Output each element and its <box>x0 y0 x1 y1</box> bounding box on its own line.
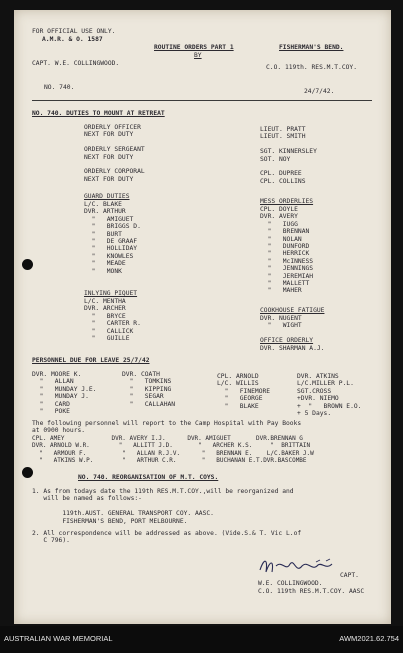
inlying-piquet-title: INLYING PIQUET <box>84 290 138 297</box>
duties-names: LIEUT. PRATT LIEUT. SMITH SGT. KINNERSLEY SOT. NOY CPL. DUPREE CPL. COLLINS <box>260 126 317 185</box>
reorganisation-paragraph-1: 1. As from todays date the 119th RES.M.T.COY.,will be reorganized and will be named as follows:- 119th.AUST. GENERAL TRANSPORT COY. AASC. FISHERMAN'S BEND, PORT MELBOURNE. <box>32 488 294 525</box>
leave-column-1: DVR. MOORE K. " ALLAN " MUNDAY J.E. " MUNDAY J. " CARD " POKE <box>32 371 97 416</box>
office-orderly-list: DVR. SHARMAN A.J. <box>260 345 325 352</box>
leave-title: PERSONNEL DUE FOR LEAVE 25/7/42 <box>32 357 150 364</box>
leave-column-3: CPL. ARNOLD L/C. WILLIS " FINEMORE " GEORGE " BLAKE <box>217 373 271 410</box>
reorganisation-heading: NO. 740. REORGANISATION OF M.T. COYS. <box>78 474 219 481</box>
guard-duties-list: L/C. BLAKE DVR. ARTHUR " AMIGUET " BRIGGS D. " BURT " DE GRAAF " HOLLIDAY " KNOWLES " MEADE " MONK <box>84 201 141 275</box>
punch-hole-bottom <box>22 467 33 478</box>
order-date: 24/7/42. <box>304 88 335 95</box>
archive-footer <box>0 626 403 653</box>
guard-duties-title: GUARD DUTIES <box>84 193 130 200</box>
punch-hole-top <box>22 259 33 270</box>
leave-column-4: DVR. ATKINS L/C.MILLER P.L. SGT.CROSS +DVR. NIEMO + " BROWN E.O. + 5 Days. <box>297 373 362 418</box>
cookhouse-fatigue-title: COOKHOUSE FATIGUE <box>260 307 325 314</box>
archive-name: AUSTRALIAN WAR MEMORIAL <box>4 634 113 643</box>
office-orderly-title: OFFICE ORDERLY <box>260 337 314 344</box>
leave-column-2: DVR. COATH " TOMKINS " KIPPING " SEGAR " CALLAHAN <box>122 371 176 408</box>
captain-name: CAPT. W.E. COLLINGWOOD. <box>32 60 120 67</box>
signature-name: W.E. COLLINGWOOD. <box>258 580 323 587</box>
handwritten-signature <box>256 556 348 578</box>
archive-reference: AWM2021.62.754 <box>339 634 399 643</box>
divider <box>32 100 372 101</box>
official-use-text: FOR OFFICIAL USE ONLY. <box>32 28 116 35</box>
routine-orders-title: ROUTINE ORDERS PART 1 <box>154 44 234 51</box>
hospital-roster: CPL. AMEY DVR. AVERY I.J. DVR. AMIGUET DVR.BRENNAN G DVR. ARNOLD W.R. " ALLITT J.D. " ARCHER K.S. " BRITTAIN " ARMOUR F. " ALLAN R.J.V. " BRENNAN E. L/C.BAKER J.W " ATKINS W.P. " ARTHUR C.R. " BUCHANAN E.T.DVR.BASCOMBE <box>32 435 314 465</box>
reorganisation-paragraph-2: 2. All correspondence will be addressed as above. (Vide.S.& T. Vic L.of C 796). <box>32 530 302 545</box>
duties-heading: NO. 740. DUTIES TO MOUNT AT RETREAT <box>32 110 165 117</box>
inlying-piquet-list: L/C. MENTHA DVR. ARCHER " BRYCE " CARTER R. " CALLICK " GUILLE <box>84 298 141 343</box>
location-text: FISHERMAN'S BEND. <box>279 44 344 51</box>
by-text: BY <box>194 52 202 59</box>
signature-capt: CAPT. <box>340 572 359 579</box>
document-page <box>14 10 391 624</box>
order-reference: A.M.R. & O. 1587 <box>42 36 103 43</box>
mess-orderlies-title: MESS ORDERLIES <box>260 198 314 205</box>
duties-roles: ORDERLY OFFICER NEXT FOR DUTY ORDERLY SERGEANT NEXT FOR DUTY ORDERLY CORPORAL NEXT FOR DUTY <box>84 124 145 183</box>
mess-orderlies-list: CPL. DOYLE DVR. AVERY " IUGG " BRENNAN " NOLAN " DUNFORD " HERRICK " McINNESS " JENNINGS " JEREMIAH " MALLETT " MAHER <box>260 206 314 295</box>
co-text: C.O. 119th. RES.M.T.COY. <box>266 64 357 71</box>
cookhouse-fatigue-list: DVR. NUGENT " WIGHT <box>260 315 302 330</box>
signature-title: C.O. 119th RES.M.T.COY. AASC <box>258 588 365 595</box>
hospital-instruction: The following personnel will report to the Camp Hospital with Pay Books at 0900 hours. <box>32 420 302 435</box>
order-number: NO. 740. <box>44 84 75 91</box>
